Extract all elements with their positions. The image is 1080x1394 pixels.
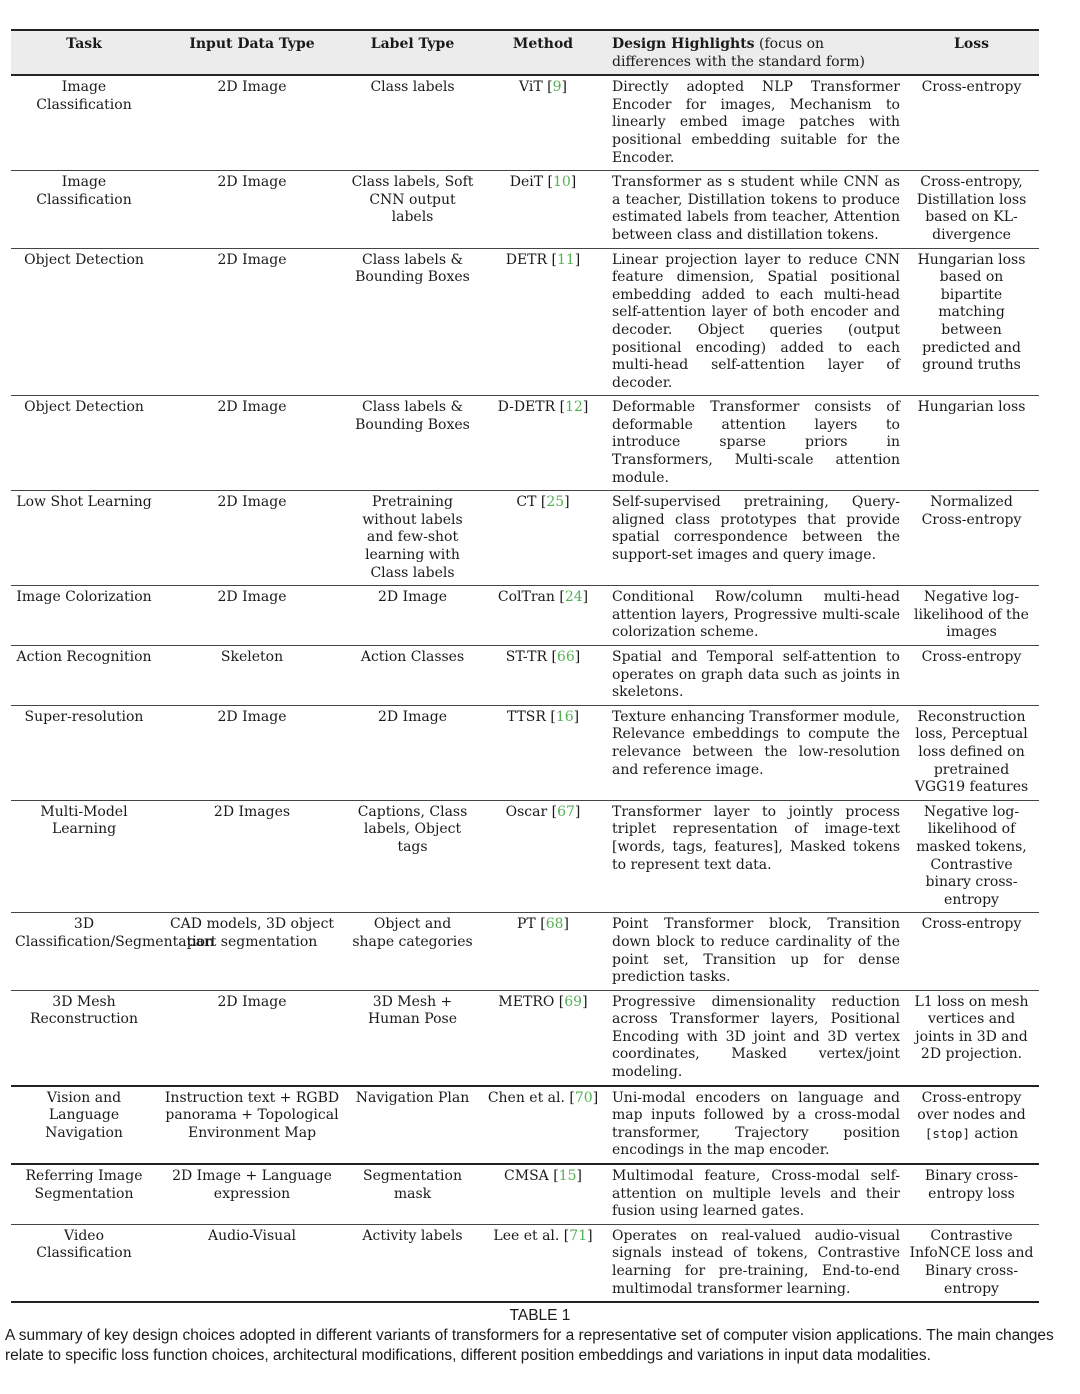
citation-link[interactable]: 10 [552, 174, 571, 191]
cell-design: Conditional Row/column multi-head attention layers, Progressive multi-scale colorization scheme. [608, 586, 904, 646]
cell-label: 2D Image [347, 705, 478, 800]
cell-method: TTSR [16] [478, 705, 608, 800]
cell-task: Low Shot Learning [11, 491, 157, 586]
cell-design: Point Transformer block, Transition down block to reduce cardinality of the point set, Transition up for dense prediction tasks. [608, 913, 904, 990]
table-row [11, 800, 1039, 913]
cell-design: Transformer layer to jointly process triplet representation of image-text [words, tags, features], Masked tokens to represent text data. [608, 800, 904, 913]
cell-task: Object Detection [11, 396, 157, 491]
header-label-type: Label Type [347, 30, 478, 75]
cell-design: Multimodal feature, Cross-modal self-attention on multiple levels and their fusion using learned gates. [608, 1164, 904, 1224]
citation-link[interactable]: 70 [574, 1089, 593, 1106]
cell-method: PT [68] [478, 913, 608, 990]
caption-text: A summary of key design choices adopted in different variants of transformers for a representative set of computer vision applications. The main changes relate to specific loss function choices, architectural modifications, different position embeddings and variations in input data modalities. [5, 1327, 1054, 1364]
citation-link[interactable]: 67 [557, 803, 575, 820]
cell-method: CT [25] [478, 491, 608, 586]
cell-label: 3D Mesh + Human Pose [347, 990, 478, 1085]
cell-input: 2D Image [157, 171, 347, 248]
method-name: TTSR [506, 708, 546, 725]
cell-loss: Negative log-likelihood of masked tokens, Contrastive binary cross-entropy [904, 800, 1039, 913]
cell-loss: Normalized Cross-entropy [904, 491, 1039, 586]
header-design-highlights [608, 30, 904, 75]
cell-design: Directly adopted NLP Transformer Encoder for images, Mechanism to linearly embed image patches with positional embedding suitable for the Encoder. [608, 75, 904, 170]
cell-task: Action Recognition [11, 646, 157, 706]
cell-method: ViT [9] [478, 75, 608, 170]
cell-design: Progressive dimensionality reduction across Transformer layers, Positional Encoding with 3D joint and 3D vertex coordinates, Masked vertex/joint modeling. [608, 990, 904, 1085]
cell-input: Instruction text + RGBD panorama + Topological Environment Map [157, 1086, 347, 1164]
cell-design: Texture enhancing Transformer module, Relevance embeddings to compute the relevance between the low-resolution and reference image. [608, 705, 904, 800]
table-row [11, 646, 1039, 706]
cell-input: Audio-Visual [157, 1224, 347, 1302]
method-name: Lee et al. [493, 1227, 560, 1244]
cell-label: Class labels, Soft CNN output labels [347, 171, 478, 248]
cell-label: Action Classes [347, 646, 478, 706]
caption-label: TABLE 1 [509, 1307, 571, 1324]
cell-task: Image Colorization [11, 586, 157, 646]
table-caption [0, 1306, 1080, 1366]
loss-text: Cross-entropy over nodes and [917, 1089, 1026, 1124]
cell-method: DETR [11] [478, 248, 608, 396]
cell-method: Oscar [67] [478, 800, 608, 913]
cell-label: Captions, Class labels, Object tags [347, 800, 478, 913]
header-loss: Loss [904, 30, 1039, 75]
summary-table [11, 29, 1039, 1303]
cell-method: Lee et al. [71] [478, 1224, 608, 1302]
citation-link[interactable]: 68 [545, 916, 564, 933]
cell-method: METRO [69] [478, 990, 608, 1085]
cell-loss: Negative log-likelihood of the images [904, 586, 1039, 646]
header-input-data-type: Input Data Type [157, 30, 347, 75]
citation-link[interactable]: 69 [564, 993, 583, 1010]
cell-design: Transformer as s student while CNN as a teacher, Distillation tokens to produce estimated labels from teacher, Attention between class and distillation tokens. [608, 171, 904, 248]
cell-loss [904, 1086, 1039, 1164]
cell-loss: Cross-entropy [904, 913, 1039, 990]
cell-method: CMSA [15] [478, 1164, 608, 1224]
method-name: D-DETR [497, 399, 556, 416]
header-method: Method [478, 30, 608, 75]
method-name: METRO [498, 993, 555, 1010]
cell-task: Image Classification [11, 171, 157, 248]
summary-table-container [11, 29, 1039, 1303]
cell-design: Linear projection layer to reduce CNN feature dimension, Spatial positional embedding added to each multi-head self-attention layer of both encoder and decoder. Object queries (output positional encoding) added to each multi-head self-attention layer of decoder. [608, 248, 904, 396]
citation-link[interactable]: 25 [546, 494, 565, 511]
method-name: PT [517, 916, 536, 933]
cell-task: Vision and Language Navigation [11, 1086, 157, 1164]
cell-loss: L1 loss on mesh vertices and joints in 3D and 2D projection. [904, 990, 1039, 1085]
cell-method: ST-TR [66] [478, 646, 608, 706]
cell-input: 2D Images [157, 800, 347, 913]
cell-design: Operates on real-valued audio-visual signals instead of tokens, Contrastive learning for pre-training, End-to-end multimodal transformer learning. [608, 1224, 904, 1302]
citation-link[interactable]: 71 [569, 1227, 588, 1244]
cell-task: Multi-Model Learning [11, 800, 157, 913]
table-row [11, 1164, 1039, 1224]
cell-task: Super-resolution [11, 705, 157, 800]
cell-loss: Cross-entropy [904, 646, 1039, 706]
cell-design: Self-supervised pretraining, Query-aligned class prototypes that provide spatial correspondence between the support-set images and query image. [608, 491, 904, 586]
citation-link[interactable]: 9 [552, 79, 562, 96]
cell-design: Spatial and Temporal self-attention to operates on graph data such as joints in skeletons. [608, 646, 904, 706]
table-row [11, 913, 1039, 990]
header-row [11, 30, 1039, 75]
cell-design: Uni-modal encoders on language and map inputs followed by a cross-modal transformer, Trajectory position encodings in the map encoder. [608, 1086, 904, 1164]
citation-link[interactable]: 15 [558, 1168, 577, 1185]
citation-link[interactable]: 12 [565, 399, 583, 416]
cell-loss: Hungarian loss [904, 396, 1039, 491]
cell-input: 2D Image [157, 248, 347, 396]
cell-label: Segmentation mask [347, 1164, 478, 1224]
cell-input: 2D Image [157, 491, 347, 586]
cell-label: Navigation Plan [347, 1086, 478, 1164]
cell-method: DeiT [10] [478, 171, 608, 248]
table-row [11, 586, 1039, 646]
cell-task: Video Classification [11, 1224, 157, 1302]
table-row [11, 396, 1039, 491]
method-name: CMSA [504, 1168, 549, 1185]
cell-input: 2D Image [157, 586, 347, 646]
cell-loss: Contrastive InfoNCE loss and Binary cross-entropy [904, 1224, 1039, 1302]
cell-input: 2D Image [157, 990, 347, 1085]
cell-input: 2D Image [157, 396, 347, 491]
cell-loss: Cross-entropy [904, 75, 1039, 170]
table-row [11, 171, 1039, 248]
table-row [11, 1086, 1039, 1164]
cell-label: Pretraining without labels and few-shot learning with Class labels [347, 491, 478, 586]
method-name: DeiT [509, 174, 544, 191]
cell-input: CAD models, 3D object part segmentation [157, 913, 347, 990]
table-row [11, 491, 1039, 586]
cell-task: Referring Image Segmentation [11, 1164, 157, 1224]
method-name: ColTran [497, 589, 555, 606]
table-row [11, 248, 1039, 396]
cell-label: 2D Image [347, 586, 478, 646]
cell-task: 3D Classification/Segmentation [11, 913, 157, 990]
cell-method: Chen et al. [70] [478, 1086, 608, 1164]
method-name: CT [516, 494, 537, 511]
cell-input: 2D Image [157, 705, 347, 800]
cell-label: Class labels & Bounding Boxes [347, 396, 478, 491]
method-name: ViT [519, 79, 543, 96]
cell-loss: Binary cross-entropy loss [904, 1164, 1039, 1224]
table-row [11, 990, 1039, 1085]
cell-loss: Reconstruction loss, Perceptual loss defined on pretrained VGG19 features [904, 705, 1039, 800]
cell-task: 3D Mesh Reconstruction [11, 990, 157, 1085]
table-row [11, 75, 1039, 170]
cell-input: Skeleton [157, 646, 347, 706]
cell-label: Class labels & Bounding Boxes [347, 248, 478, 396]
cell-task: Image Classification [11, 75, 157, 170]
method-name: DETR [505, 251, 548, 268]
cell-method: D-DETR [12] [478, 396, 608, 491]
cell-label: Class labels [347, 75, 478, 170]
header-task: Task [11, 30, 157, 75]
cell-task: Object Detection [11, 248, 157, 396]
cell-design: Deformable Transformer consists of deformable attention layers to introduce sparse priors in Transformers, Multi-scale attention module. [608, 396, 904, 491]
header-design-note: (focus on differences with the standard form) [612, 36, 865, 70]
table-row [11, 1224, 1039, 1302]
cell-loss: Hungarian loss based on bipartite matching between predicted and ground truths [904, 248, 1039, 396]
citation-link[interactable]: 66 [556, 649, 575, 665]
cell-input: 2D Image + Language expression [157, 1164, 347, 1224]
stop-token: [stop] [924, 1125, 970, 1141]
cell-loss: Cross-entropy, Distillation loss based on KL-divergence [904, 171, 1039, 248]
cell-method: ColTran [24] [478, 586, 608, 646]
method-name: Oscar [505, 803, 548, 820]
method-name: ST-TR [505, 649, 547, 665]
table-row [11, 705, 1039, 800]
loss-text-end: action [969, 1125, 1019, 1142]
citation-link[interactable]: 11 [556, 251, 575, 268]
cell-label: Activity labels [347, 1224, 478, 1302]
citation-link[interactable]: 16 [555, 708, 574, 725]
citation-link[interactable]: 24 [564, 589, 583, 606]
cell-input: 2D Image [157, 75, 347, 170]
cell-label: Object and shape categories [347, 913, 478, 990]
method-name: Chen et al. [487, 1089, 565, 1106]
header-design-bold: Design Highlights [612, 36, 755, 52]
